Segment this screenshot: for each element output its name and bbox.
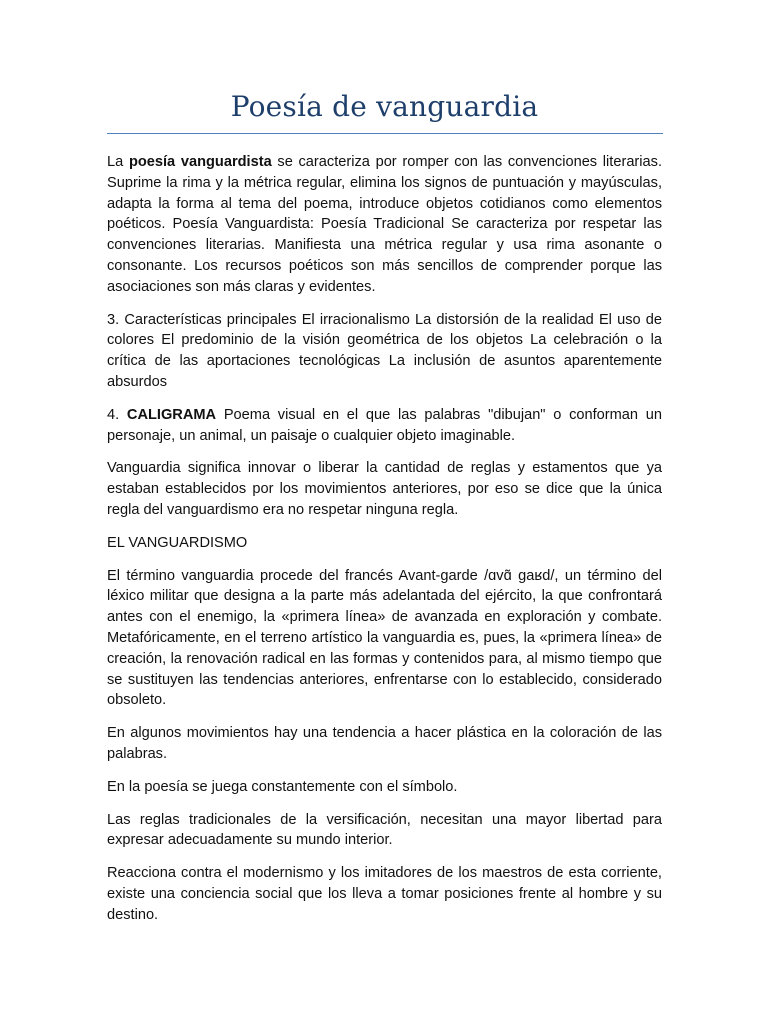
page-title: Poesía de vanguardia: [230, 90, 539, 123]
paragraph-caligrama-bold: CALIGRAMA: [126, 406, 217, 423]
paragraph-etymology: El término vanguardia procede del francés Avant-garde /ɑvɑ̃ ɡaʁd/, un término del léxico militar que designa a la parte más adelantada del ejército, la que confrontará antes con el enemigo, la «primera línea» de avanzada en exploración y combate. Metafóricamente, en el terreno artístico la vanguardia es, pues, la «primera línea» de creación, la renovación radical en las formas y contenidos para, al mismo tiempo que se sustituyen las tendencias anteriores, enfrentarse con lo establecido, considerado obsoleto.: [107, 567, 662, 709]
paragraph-coloration: En algunos movimientos hay una tendencia a hacer plástica en la coloración de las palabras.: [107, 725, 662, 762]
paragraph-intro-post: se caracteriza por romper con las convenciones literarias. Suprime la rima y la métrica regular, elimina los signos de puntuación y mayúsculas, adapta la forma al tema del poema, introduce objetos cotidianos como elementos poéticos. Poesía Vanguardista: Poesía Tradicional Se caracteriza por respetar las convenciones literarias. Manifiesta una métrica regular y usa rima asonante o consonante. Los recursos poéticos son más sencillos de comprender porque las asociaciones son más claras y evidentes.: [107, 154, 662, 295]
paragraph-intro: [107, 152, 662, 298]
paragraph-meaning: Vanguardia significa innovar o liberar la cantidad de reglas y estamentos que ya estaban establecidos por los movimientos anteriores, por eso se dice que la única regla del vanguardismo era no respetar ninguna regla.: [107, 460, 662, 518]
title-divider: [107, 133, 663, 134]
paragraph-characteristics: 3. Características principales El irracionalismo La distorsión de la realidad El uso de colores El predominio de la visión geométrica de los objetos La celebración o la crítica de las aportaciones tecnológicas La inclusión de asuntos aparentemente absurdos: [107, 311, 662, 390]
paragraph-versification: Las reglas tradicionales de la versificación, necesitan una mayor libertad para expresar adecuadamente su mundo interior.: [107, 811, 662, 849]
section-heading: EL VANGUARDISMO: [107, 534, 248, 551]
paragraph-intro-pre: La: [107, 154, 129, 170]
paragraph-intro-bold: poesía vanguardista: [128, 154, 272, 170]
paragraph-reaction: Reacciona contra el modernismo y los imitadores de los maestros de esta corriente, existe una conciencia social que los lleva a tomar posiciones frente al hombre y su destino.: [107, 865, 662, 923]
paragraph-symbol: En la poesía se juega constantemente con el símbolo.: [107, 778, 458, 795]
document-body: [107, 152, 662, 938]
paragraph-caligrama: [107, 405, 662, 447]
paragraph-caligrama-pre: 4.: [107, 406, 127, 423]
paragraph-caligrama-post: Poema visual en el que las palabras "dibujan" o conforman un personaje, un animal, un paisaje o cualquier objeto imaginable.: [107, 406, 662, 444]
